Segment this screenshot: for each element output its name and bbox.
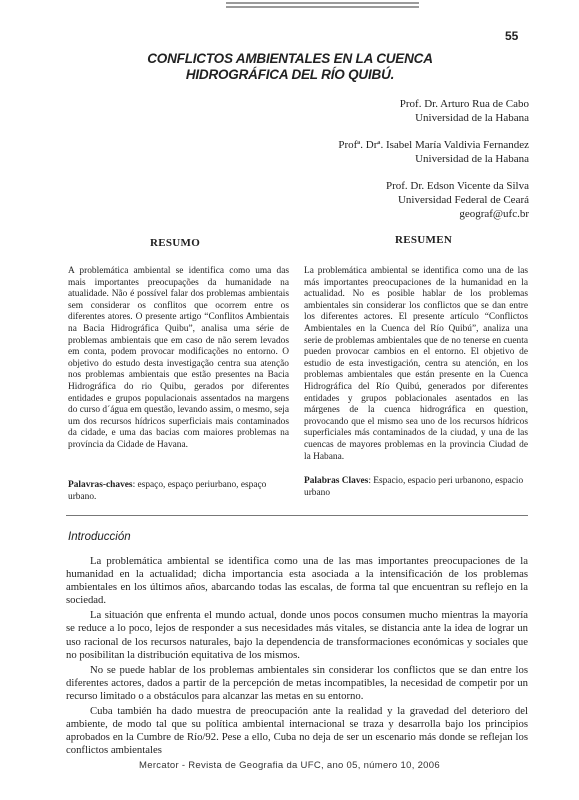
author-name: Profª. Drª. Isabel María Valdivia Fernandez bbox=[338, 139, 529, 151]
top-rule-2 bbox=[226, 6, 419, 8]
author-name: Prof. Dr. Arturo Rua de Cabo bbox=[399, 98, 529, 110]
keywords-label: Palabras Claves bbox=[304, 476, 369, 486]
paragraph: La situación que enfrenta el mundo actual, donde unos pocos consumen mucho mientras la mayoría se reduce a lo poco, lejos de responder a sus necesidades más vitales, se distancia ante la idea de lograr un uso racional de los recursos naturales, bajo la dependencia de transformaciones económicas y sociales que no posibilitan la distribución equitativa de los mismos. bbox=[66, 609, 528, 661]
author-3 bbox=[209, 179, 529, 221]
resumo-text: A problemática ambiental se identifica como uma das mais importantes preocupações da humanidade na atualidade. Não é possível falar dos problemas ambientais sem considerar os conflitos que ocorrem entre os diferentes atores. O presente artigo “Conflitos Ambientais na Bacia Hidrográfica Quibu”, analisa uma série de problemas ambientais que em caso de não serem levados em conta, podem provocar modificações no entorno. O objetivo do estudo desta investigação centra sua atenção nos problemas ambientais que estão presentes na Bacia Hidrográfica do rio Quibu, gerados por diferentes entidades e grupos populacionais assentados na margens do curso d´água em questão, levando assim, o mesmo, seja um dos recursos hídricos superficiais mais contaminados da cidade, e uma das bacias com maiores problemas na província da Cidade de Havana. bbox=[68, 266, 289, 450]
resumen-text: La problemática ambiental se identifica como una de las más importantes preocupaciones de la humanidad en la actualidad. No es posible hablar de los problemas ambientales sin considerar los conflictos que se dan entre los diferentes actores. El presente artículo “Conflictos Ambientales en la Cuenca del Río Quibú”, analiza una serie de problemas ambientales que de no tenerse en cuenta pueden provocar cambios en el entorno. El objetivo de estudio de esta investigación, centra su atención, en los problemas ambientales que están presente en la Cuenca Hidrográfica del Río Quibú, generados por diferentes entidades y grupos poblacionales asentados en las márgenes de la cuenca hidrográfica en question, provocando que el mismo sea uno de los recursos hídricos superficiales más contaminados de la ciudad, y una de las cuencas de mayores problemas en la provincia Ciudad de la Habana. bbox=[304, 266, 528, 462]
section-heading: Introducción bbox=[68, 531, 131, 543]
author-block bbox=[209, 97, 529, 234]
title-line-2: HIDROGRÁFICA DEL RÍO QUIBÚ. bbox=[185, 67, 395, 82]
author-affiliation: Universidad Federal de Ceará bbox=[397, 194, 529, 206]
title-line-1: CONFLICTOS AMBIENTALES EN LA CUENCA bbox=[147, 51, 433, 66]
paragraph: Cuba también ha dado muestra de preocupación ante la realidad y la gravedad del deterioro del ambiente, de modo tal que su política ambiental internacional se traza y desarrolla bajo los principios aprobados en la Cumbre de Río/92. Pese a ello, Cuba no deja de ser un escenario más donde se reflejan los conflictos ambientales bbox=[66, 705, 528, 757]
author-affiliation: Universidad de la Habana bbox=[415, 153, 529, 165]
paragraph: La problemática ambiental se identifica como una de las mas importantes preocupaciones de la humanidad en la actualidad; dicha importancia esta asociada a la intensificación de los problemas ambientales en los últimos años, abarcando todas las escalas, de forma tal que encuentran su reflejo en la sociedad. bbox=[66, 555, 528, 607]
section-divider bbox=[66, 515, 528, 516]
resumo-keywords bbox=[68, 480, 289, 503]
keywords-list: : Espacio, espacio peri urbanono, espacio urbano bbox=[304, 476, 524, 498]
author-affiliation: Universidad de la Habana bbox=[415, 112, 529, 124]
author-email: geograf@ufc.br bbox=[459, 208, 529, 220]
author-name: Prof. Dr. Edson Vicente da Silva bbox=[385, 180, 529, 192]
article-title bbox=[100, 51, 480, 83]
keywords-list: : espaço, espaço periurbano, espaço urbano. bbox=[68, 480, 267, 502]
author-2 bbox=[209, 138, 529, 166]
page-number: 55 bbox=[505, 29, 519, 43]
resumen-keywords bbox=[304, 476, 528, 499]
author-1 bbox=[209, 97, 529, 125]
journal-footer: Mercator - Revista de Geografia da UFC, ano 05, número 10, 2006 bbox=[139, 760, 440, 771]
resumen-heading: RESUMEN bbox=[395, 234, 453, 246]
top-rule bbox=[226, 2, 419, 4]
keywords-label: Palavras-chaves bbox=[68, 480, 133, 490]
introduction-body bbox=[66, 555, 528, 759]
paragraph: No se puede hablar de los problemas ambientales sin considerar los conflictos que se dan entre los diferentes actores, dados a partir de la percepción de metas incompatibles, la necesidad de competir por un recurso limitado o a obstáculos para alcanzar las metas en su entorno. bbox=[66, 663, 528, 702]
resumo-heading: RESUMO bbox=[150, 237, 201, 249]
